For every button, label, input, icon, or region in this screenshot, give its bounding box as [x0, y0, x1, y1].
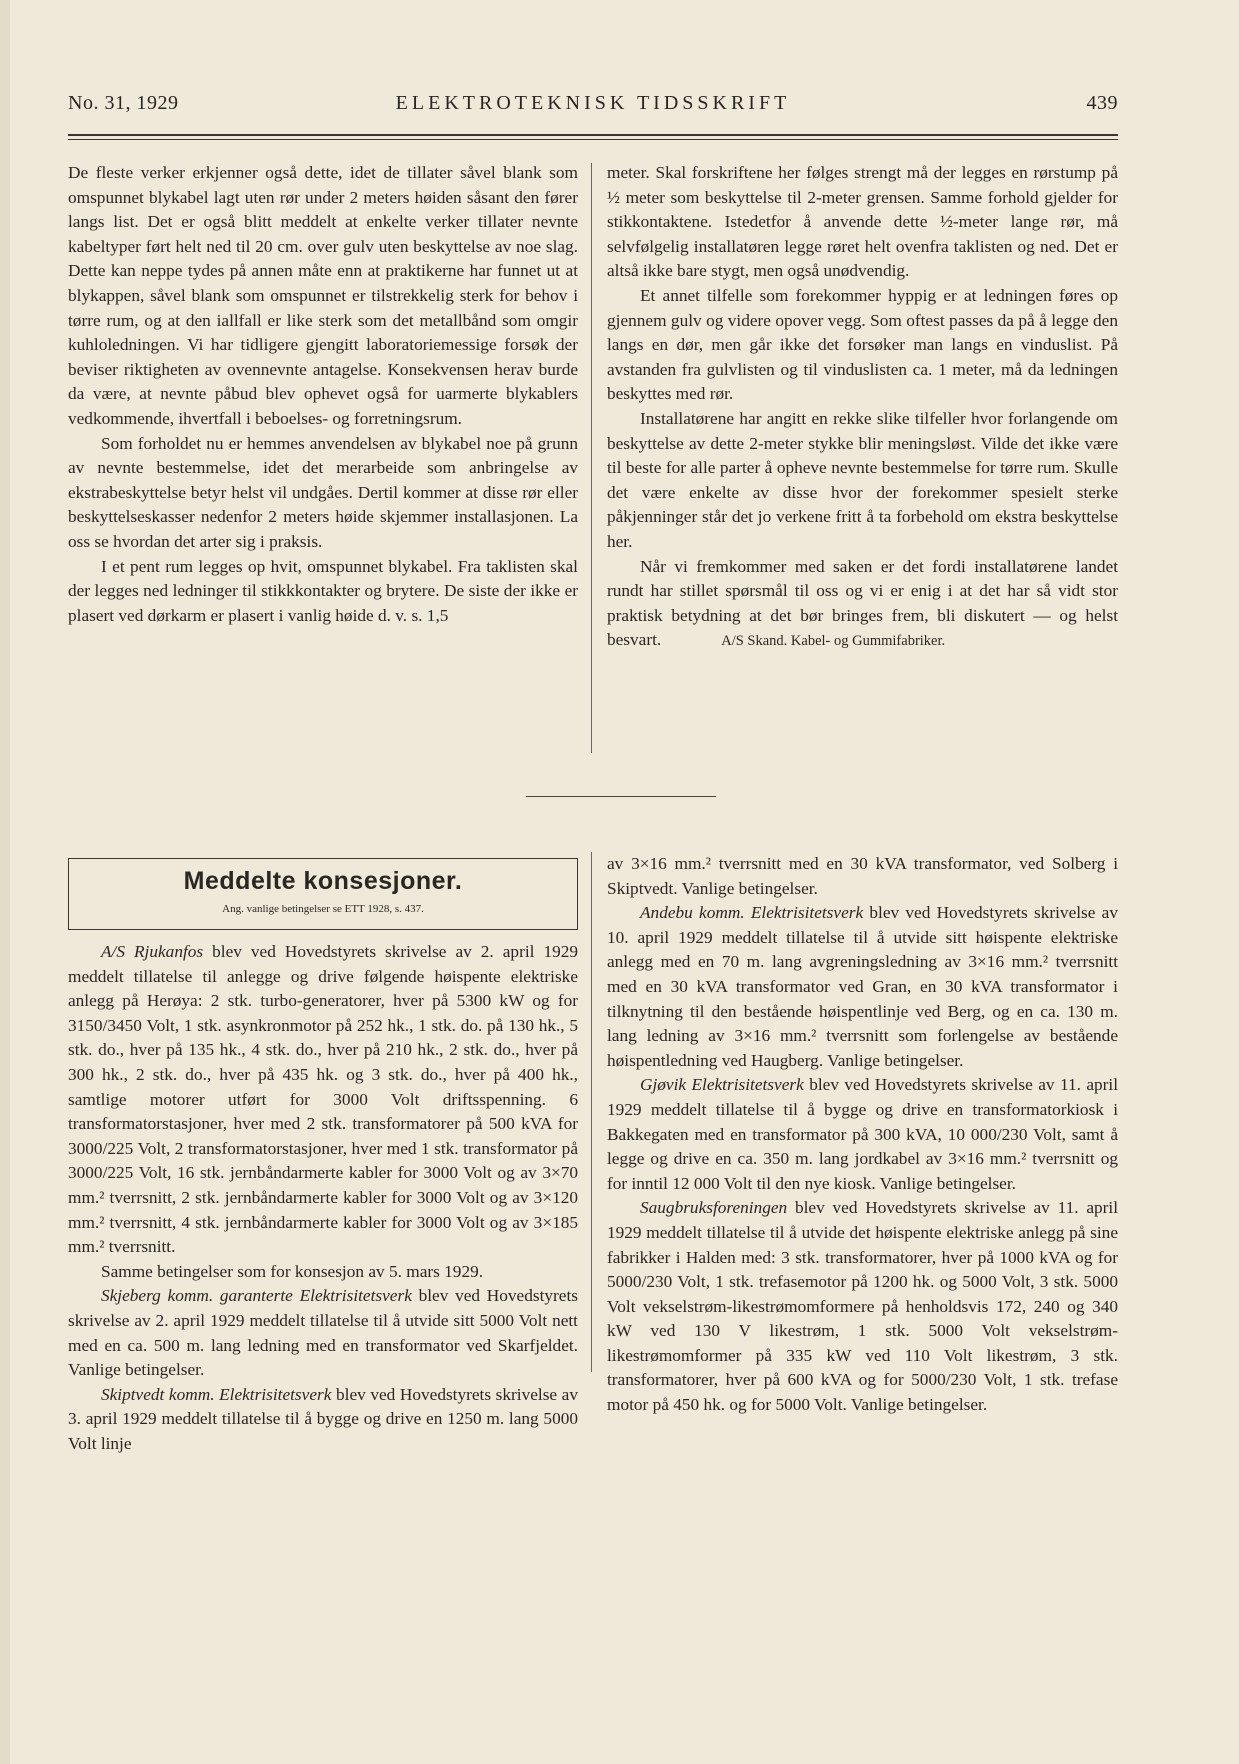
entry-name: Saugbruksforeningen: [640, 1198, 788, 1218]
paragraph: meter. Skal forskriftene her følges strengt må der legges en rørstump på ½ meter som beskyttelse til 2-meter grensen. Samme forhold gjelder for stikkontaktene. Istedetfor å anvende dette ½-meter lange rør, må selvfølgelig installatøren legge røret helt ovenfra taklisten og ned. Det er altså ikke bare stygt, men også unødvendig.: [607, 163, 1118, 281]
paragraph: Installatørene har angitt en rekke slike tilfeller hvor forlangende om beskyttelse av dette 2-meter stykke blir meningsløst. Vilde det ikke være til beste for alle parter å opheve nevnte bestemmelse for tørre rum. Skulle det være enkelte av disse hvor der forekommer spesielt sterke påkjenninger står det jo verkene fritt å ta forbehold om ekstra beskyttelse her.: [607, 408, 1118, 551]
page-number: 439: [1086, 92, 1118, 114]
paragraph: [607, 852, 1118, 901]
paragraph: [607, 1196, 1118, 1417]
paragraph: [607, 1073, 1118, 1196]
paragraph-text: Når vi fremkommer med saken er det fordi installatørene landet rundt har stillet spørsmål til oss og vi er enig i at det har så vidt stor praktisk betydning at det bør bringes frem, bli diskutert — og helst besvart.: [607, 556, 1118, 650]
section-heading-box: [68, 858, 578, 930]
entry-text: blev ved Hovedstyrets skrivelse av 11. april 1929 meddelt tillatelse til å utvide det høispente elektriske anlegg på sine fabrikker i Halden med: 3 stk. transformatorer, hver på 1000 kVA og for 5000/230 Volt, 1 stk. trefasemotor på 1200 hk. og 5000 Volt, 3 stk. 5000 Volt vekselstrøm-likestrømomformere på henholdsvis 172, 240 og 340 kW ved 130 V likestrøm, 1 stk. 5000 Volt vekselstrøm-likestrømomformer på 335 kW ved 110 Volt likestrøm, 3 stk. transformatorer, hver på 600 kVA og for 5000/230 Volt, 1 stk. trefase motor på 450 hk. og for 5000 Volt. Vanlige betingelser.: [607, 1198, 1118, 1415]
entry-name: Skiptvedt komm. Elektrisitetsverk: [101, 1384, 332, 1404]
paragraph: Som forholdet nu er hemmes anvendelsen av blykabel noe på grunn av nevnte bestemmelse, idet det merarbeide som anbringelse av ekstrabeskyttelse betyr helst vil undgåes. Dertil kommer at disse rør eller beskyttelseskasser nedenfor 2 meters høide skjemmer installasjonen. La oss se hvordan det arter sig i praksis.: [68, 433, 578, 551]
paragraph: [607, 555, 1118, 654]
paragraph: De fleste verker erkjenner også dette, idet de tillater såvel blank som omspunnet blykabel lagt uten rør under 2 meters høiden såsant den fører langs list. Det er også blitt meddelt at enkelte verker tillater nevnte kabeltyper ført helt ned til 20 cm. over gulv uten beskyttelse av noe slag. Dette kan neppe tydes på annen måte enn at praktikerne har funnet ut at blykappen, såvel blank som omspunnet er tilstrekkelig sterk for behov i tørre rum, og at den iallfall er like sterk som det metallbånd som omgir kuhloledningen. Vi har tidligere gjengitt laboratoriemessige forsøk der beviser riktigheten av ovennevnte antagelse. Konsekvensen herav burde da være, at nevnte påbud blev ophevet også for uarmerte blykablers vedkommende, ihvertfall i beboelses- og forretningsrum.: [68, 163, 578, 428]
issue-number: No. 31, 1929: [68, 92, 179, 114]
entry-name: A/S Rjukanfos: [101, 942, 204, 961]
running-header: [68, 92, 1118, 122]
column-3: [68, 940, 578, 1456]
column-2: [607, 161, 1118, 654]
paragraph: [68, 1260, 578, 1285]
paragraph: [68, 1383, 578, 1457]
paragraph: I et pent rum legges op hvit, omspunnet blykabel. Fra taklisten skal der legges ned ledninger til stikkkontakter og brytere. De siste der ikke er plasert ved dørkarm er plasert i vanlig høide d. v. s. 1,5: [68, 556, 578, 625]
section-title: Meddelte konsesjoner.: [183, 867, 463, 895]
journal-title: ELEKTROTEKNISK TIDSSKRIFT: [395, 92, 791, 114]
paragraph: [68, 940, 578, 1260]
entry-name: Andebu komm. Elektrisitetsverk: [640, 903, 864, 923]
entry-text: Samme betingelser som for konsesjon av 5. mars 1929.: [101, 1261, 484, 1281]
entry-text: blev ved Hovedstyrets skrivelse av 2. april 1929 meddelt tillatelse til å utvide sitt 5000 Volt nett med en ca. 500 m. lang ledning med en transformator ved Skarfjeldet. Vanlige betingelser.: [68, 1286, 578, 1380]
section-subtitle: Ang. vanlige betingelser se ETT 1928, s. 437.: [222, 903, 424, 915]
column-4: [607, 852, 1118, 1418]
page-edge: [0, 0, 10, 1764]
column-divider: [591, 163, 592, 753]
signature: A/S Skand. Kabel- og Gummifabriker.: [721, 633, 946, 650]
column-divider: [591, 852, 592, 1372]
paragraph: Et annet tilfelle som forekommer hyppig er at ledningen føres op gjennem gulv og videre opover vegg. Som oftest passes da på å legge den langs en dør, men går ikke det forsøker man langs en vinduslist. På avstanden fra gulvlisten og til vinduslisten ca. 1 meter, må da ledningen beskyttes med rør.: [607, 285, 1118, 404]
entry-text: blev ved Hovedstyrets skrivelse av 3. april 1929 meddelt tillatelse til å bygge og drive en 1250 m. lang 5000 Volt linje: [68, 1384, 578, 1453]
entry-text: blev ved Hovedstyrets skrivelse av 11. april 1929 meddelt tillatelse til å bygge og drive en transformatorkiosk i Bakkegaten med en transformator på 300 kVA, 10 000/230 Volt, samt å legge og drive en ca. 350 m. lang jordkabel av 3×16 mm.² tverrsnitt og for inntil 12 000 Volt til den nye kiosk. Vanlige betingelser.: [607, 1075, 1118, 1193]
paragraph: [68, 1284, 578, 1382]
section-separator: [526, 796, 716, 797]
entry-text: blev ved Hovedstyrets skrivelse av 10. april 1929 meddelt tillatelse til å utvide sitt høispente elektriske anlegg med en 70 m. lang avgreningsledning av 3×16 mm.² tverrsnitt med en 30 kVA transformator ved Gran, en 30 kVA transformator i tilknytning til den bestående høispentlinje ved Berg, og en ca. 130 m. lang ledning av 3×16 mm.² tverrsnitt som forlengelse av bestående høispentledning ved Haugberg. Vanlige betingelser.: [607, 903, 1118, 1070]
header-rule: [68, 134, 1118, 140]
entry-text: av 3×16 mm.² tverrsnitt med en 30 kVA transformator, ved Solberg i Skiptvedt. Vanlige betingelser.: [607, 854, 1118, 898]
entry-text: blev ved Hovedstyrets skrivelse av 2. april 1929 meddelt tillatelse til anlegge og drive følgende høispente elektriske anlegg på Herøya: 2 stk. turbo-generatorer, hver på 5300 kW og for 3150/3450 Volt, 1 stk. asynkronmotor på 252 hk., 1 stk. do. på 130 hk., 5 stk. do., hver på 135 hk., 4 stk. do., hver på 210 hk., 2 stk. do., hver på 300 hk., 2 stk. do., hver på 435 hk. og 3 stk. do., hver på 400 hk., samtlige motorer utført for 3000 Volt driftsspenning. 6 transformatorstasjoner, hver med 2 stk. transformatorer på 500 kVA for 3000/225 Volt, 2 transformatorstasjoner, hver med 1 stk. transformator på 3000/225 Volt, 16 stk. jernbåndarmerte kabler for 3000 Volt og av 3×70 mm.² tverrsnitt, 2 stk. jernbåndarmerte kabler for 3000 Volt og av 3×120 mm.² tverrsnitt, 4 stk. jernbåndarmerte kabler for 3000 Volt og av 3×185 mm.² tverrsnitt.: [68, 942, 579, 1257]
entry-name: Skjeberg komm. garanterte Elektrisitetsverk: [101, 1286, 412, 1306]
paragraph: [607, 901, 1118, 1073]
column-1: [68, 161, 578, 628]
entry-name: Gjøvik Elektrisitetsverk: [640, 1075, 804, 1095]
